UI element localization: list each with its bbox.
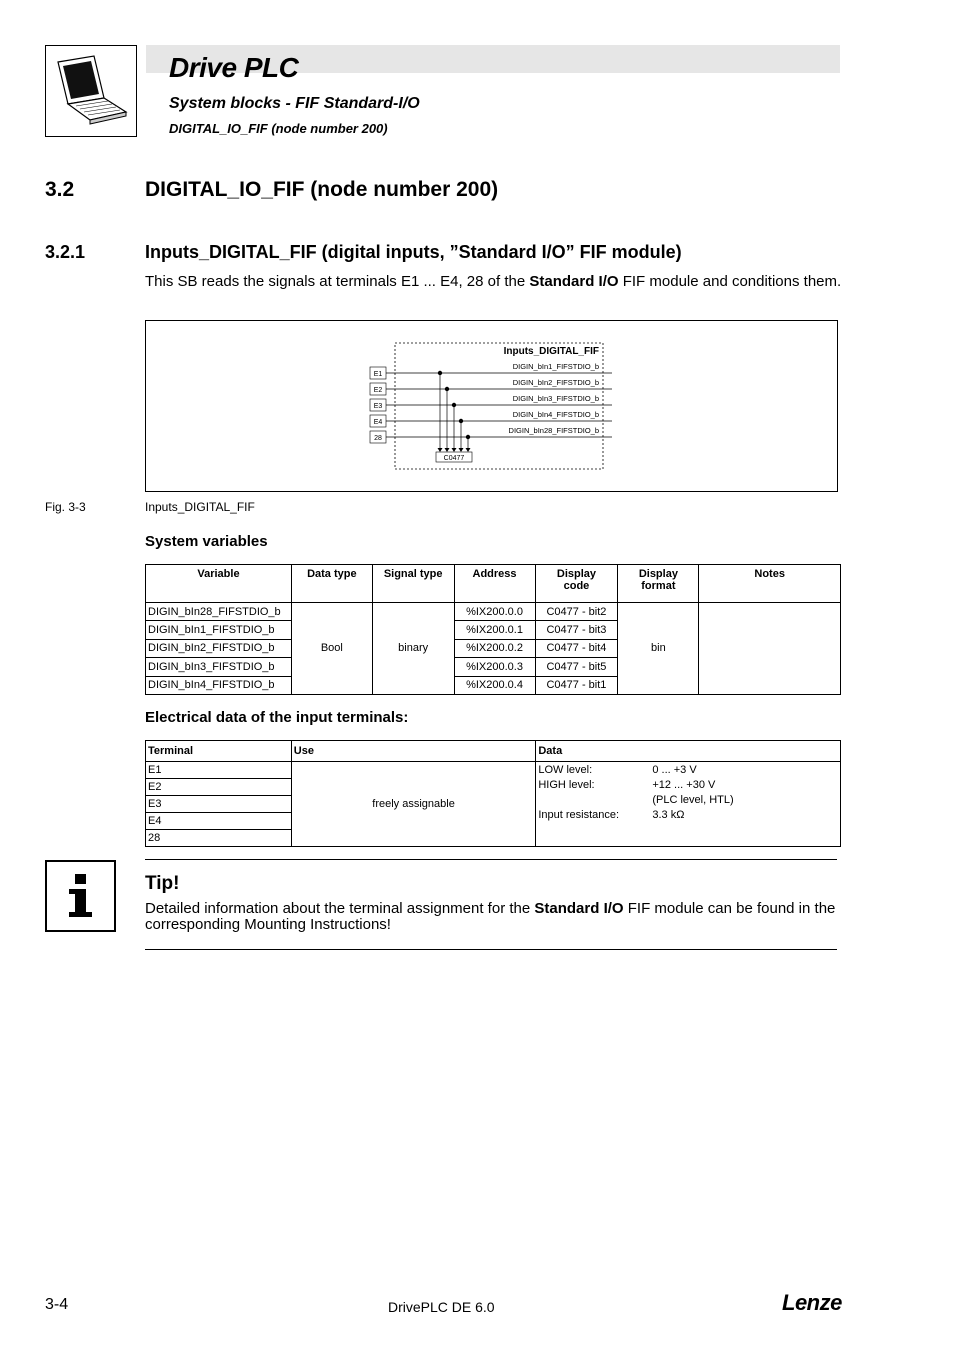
display-code-cell: C0477 - bit1 [535,676,618,694]
display-format-cell: bin [618,603,699,695]
svg-text:E4: E4 [373,419,383,426]
terminal-cell: E4 [146,813,292,830]
electrical-data-title: Electrical data of the input terminals: [145,709,409,726]
terminal-e4 [370,415,386,427]
tip-title: Tip! [145,873,180,894]
display-code-cell: C0477 - bit2 [535,603,618,621]
address-cell: %IX200.0.0 [454,603,535,621]
section-number: 3.2 [45,178,75,201]
use-cell: freely assignable [291,762,536,847]
document-subtitle: System blocks - FIF Standard-I/O [169,95,420,112]
display-code-cell: C0477 - bit3 [535,621,618,639]
subsection-title: Inputs_DIGITAL_FIF (digital inputs, ”Standard I/O” FIF module) [145,242,682,262]
terminal-e1 [370,367,386,379]
data-cell: LOW level: 0 ... +3 V HIGH level: +12 ... +30 V (PLC level, HTL) Input resistance: 3.3 kΩ [536,762,841,847]
table-row [146,603,841,621]
column-header: Variable [146,565,292,603]
output-label: DIGIN_bIn3_FIFSTDIO_b [512,394,599,403]
data-type-cell: Bool [291,603,372,695]
document-subsubtitle: DIGITAL_IO_FIF (node number 200) [169,121,388,136]
terminal-cell: E1 [146,762,292,779]
function-block-diagram [146,321,837,491]
variable-cell: DIGIN_bIn4_FIFSTDIO_b [146,676,292,694]
figure-caption: Inputs_DIGITAL_FIF [145,500,255,514]
table-header-row [146,565,841,603]
signal-type-cell: binary [372,603,454,695]
column-header: Display code [535,565,618,603]
figure-number: Fig. 3-3 [45,500,86,514]
svg-text:C0477: C0477 [443,455,465,462]
terminal-28 [370,431,386,443]
column-header: Signal type [372,565,454,603]
output-label: DIGIN_bIn1_FIFSTDIO_b [512,362,599,371]
terminal-cell: E3 [146,796,292,813]
tip-divider-bottom [145,949,837,950]
column-header: Data type [291,565,372,603]
tip-text: Detailed information about the terminal assignment for the Standard I/O FIF module can be found in the corresponding Mounting Instructions! [145,900,836,933]
column-header: Terminal [146,741,292,762]
tip-divider-top [145,859,837,860]
notes-cell [699,603,841,695]
section-title: DIGITAL_IO_FIF (node number 200) [145,178,499,201]
column-header: Notes [699,565,841,603]
output-label: DIGIN_bIn28_FIFSTDIO_b [508,426,599,435]
figure-frame [145,320,838,492]
terminal-e3 [370,399,386,411]
address-cell: %IX200.0.3 [454,658,535,676]
variable-cell: DIGIN_bIn1_FIFSTDIO_b [146,621,292,639]
table-row [146,762,841,779]
display-code-cell: C0477 - bit4 [535,639,618,657]
svg-text:E2: E2 [373,387,383,394]
code-box-c0477 [436,452,472,462]
column-header: Data [536,741,841,762]
display-code-cell: C0477 - bit5 [535,658,618,676]
output-label: DIGIN_bIn2_FIFSTDIO_b [512,378,599,387]
variable-cell: DIGIN_bIn2_FIFSTDIO_b [146,639,292,657]
info-icon [45,860,116,932]
system-variables-table [145,564,841,695]
system-variables-title: System variables [145,533,268,550]
column-header: Use [291,741,536,762]
block-name: Inputs_DIGITAL_FIF [503,346,599,357]
electrical-data-table [145,740,841,847]
terminal-cell: E2 [146,779,292,796]
variable-cell: DIGIN_bIn28_FIFSTDIO_b [146,603,292,621]
svg-text:28: 28 [374,435,382,442]
table-header-row [146,741,841,762]
terminal-cell: 28 [146,830,292,847]
output-label: DIGIN_bIn4_FIFSTDIO_b [512,410,599,419]
address-cell: %IX200.0.1 [454,621,535,639]
terminal-e2 [370,383,386,395]
column-header: Display format [618,565,699,603]
variable-cell: DIGIN_bIn3_FIFSTDIO_b [146,658,292,676]
address-cell: %IX200.0.2 [454,639,535,657]
brand-logo: Lenze [782,1290,842,1315]
footer-document: DrivePLC DE 6.0 [388,1299,495,1315]
svg-text:E1: E1 [373,371,383,378]
subsection-number: 3.2.1 [45,242,86,262]
document-title: Drive PLC [169,52,299,83]
intro-paragraph: This SB reads the signals at terminals E1 ... E4, 28 of the Standard I/O FIF module and conditions them. [145,273,842,290]
column-header: Address [454,565,535,603]
address-cell: %IX200.0.4 [454,676,535,694]
svg-text:E3: E3 [373,403,383,410]
page-number: 3-4 [45,1296,69,1313]
laptop-logo-icon [45,45,137,137]
